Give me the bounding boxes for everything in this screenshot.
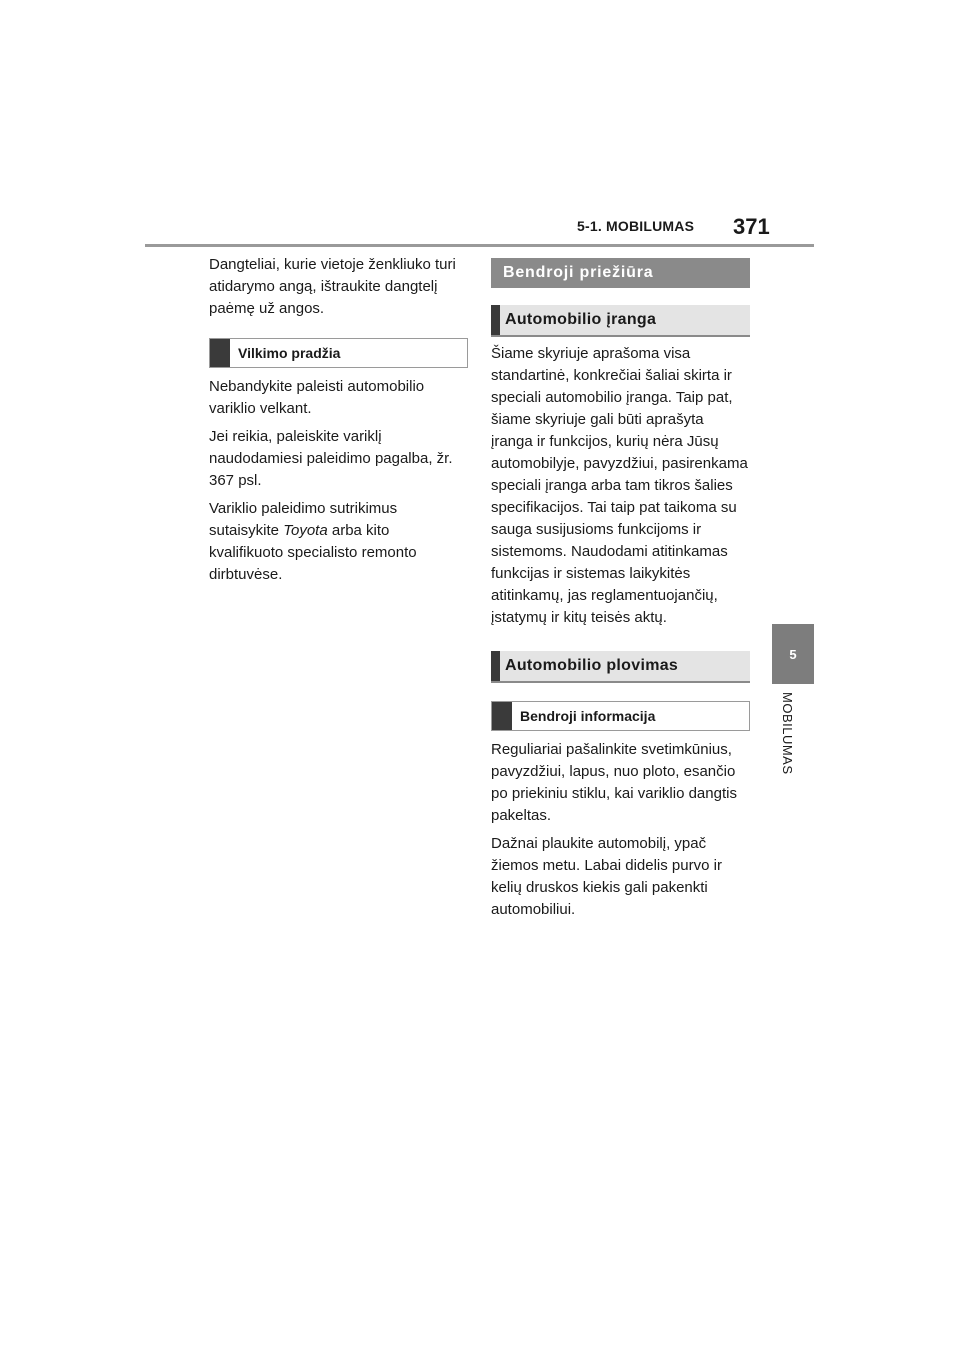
paragraph-text: Variklio paleidimo sutrikimus sutaisykite [209,500,398,539]
heading-marker [492,702,512,730]
section-heading-towing-start [209,338,468,368]
heading-marker [210,339,230,367]
section-heading-general-info [491,701,750,731]
chapter-label: MOBILUMAS [780,692,795,775]
subheading-label: Automobilio plovimas [505,657,679,674]
paragraph: Jei reikia, paleiskite variklį naudodamiesi paleidimo pagalba, žr. 367 psl. [209,428,453,489]
paragraph [209,498,444,586]
subheading-label: Automobilio įranga [505,311,657,328]
left-column [209,254,471,586]
main-heading: Bendroji priežiūra [491,258,750,288]
intro-paragraph: Dangteliai, kurie vietoje ženkliuko turi atidarymo angą, ištraukite dangtelį paėmę už angos. [209,256,456,317]
heading-marker [491,651,500,681]
section-heading-label: Vilkimo pradžia [238,345,341,361]
paragraph-text: arba kito kvalifikuoto specialisto remonto dirbtuvėse. [209,522,417,583]
paragraph: Šiame skyriuje aprašoma visa standartinė, konkrečiai šaliai skirta ir speciali automobilio įranga. Taip pat, šiame skyriuje gali būti aprašyta įranga ir funkcijos, kurių nėra Jūsų automobilyje, pavyzdžiui, pasirenkama speciali įranga arba tam tikros šalies specifikacijos. Tai taip pat taikoma su sauga susijusioms funkcijoms ir sistemoms. Naudodami atitinkamas funkcijas ir sistemas laikykitės atitinkamų, jas reglamentuojančių, įstatymų ir kitų teisės aktų. [491,345,748,626]
subheading-vehicle-equipment [491,305,750,337]
heading-marker [491,305,500,335]
paragraph: Dažnai plaukite automobilį, ypač žiemos metu. Labai didelis purvo ir kelių druskos kiekis gali pakenkti automobiliui. [491,835,722,918]
subheading-vehicle-washing [491,651,750,683]
chapter-number: 5 [789,646,797,662]
right-column [491,258,753,921]
paragraph: Reguliariai pašalinkite svetimkūnius, pavyzdžiui, lapus, nuo ploto, esančio po priekiniu stiklu, kai variklio dangtis pakeltas. [491,741,737,824]
running-header-section: 5-1. MOBILUMAS [577,218,695,234]
page-number: 371 [733,214,770,239]
paragraph: Nebandykite paleisti automobilio variklio velkant. [209,378,425,417]
section-heading-label: Bendroji informacija [520,708,656,724]
header-rule [145,244,814,247]
brand-name: Toyota [283,522,328,539]
chapter-tab [772,624,814,684]
